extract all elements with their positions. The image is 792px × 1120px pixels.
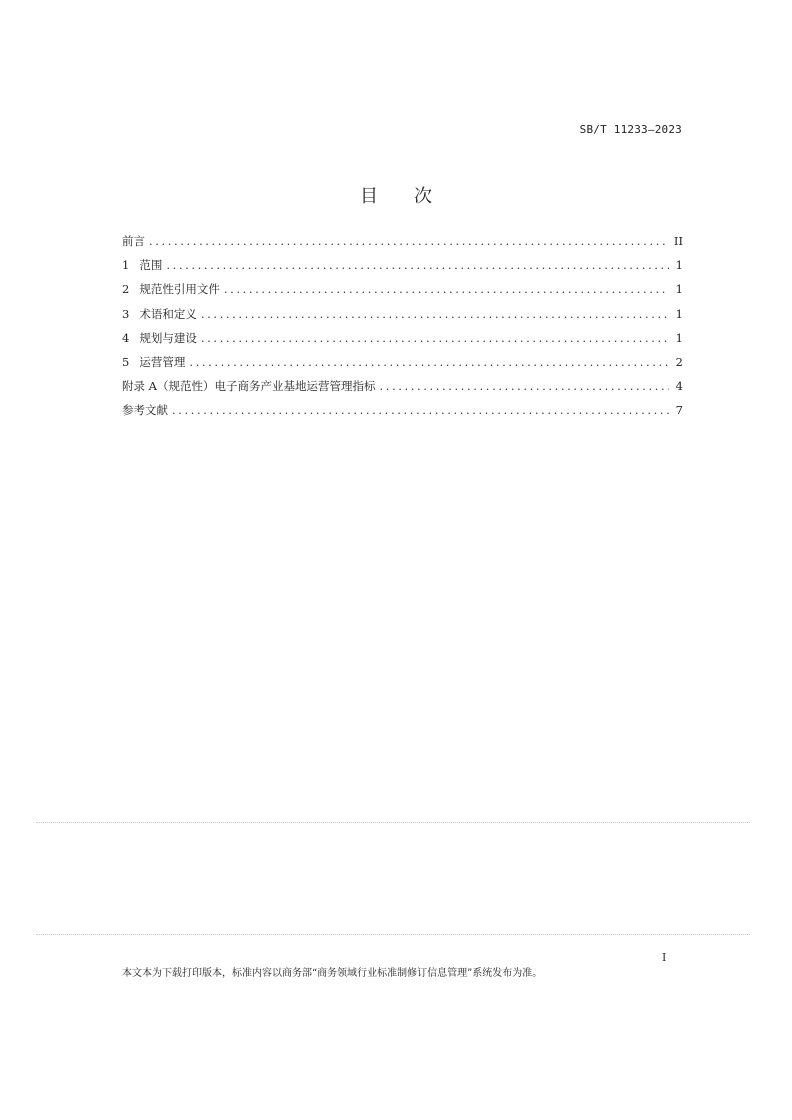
toc-entry-planning-construction[interactable] <box>122 330 683 354</box>
toc-leader-dots <box>166 258 669 272</box>
title-char-2: 次 <box>414 186 432 207</box>
toc-entry-label: 规范性引用文件 <box>139 282 220 297</box>
toc-entry-normative-references[interactable] <box>122 281 683 305</box>
toc-entry-label: 运营管理 <box>139 354 186 369</box>
toc-entry-number: 1 <box>122 258 130 273</box>
toc-entry-label: 规划与建设 <box>139 330 197 345</box>
toc-entry-annex-a[interactable] <box>122 378 683 402</box>
toc-entry-operation-management[interactable] <box>122 354 683 378</box>
toc-entry-scope[interactable] <box>122 257 683 281</box>
title-char-1: 目 <box>360 186 378 207</box>
toc-entry-label: 范围 <box>139 258 163 273</box>
footer-note: 本文本为下载打印版本，标准内容以商务部“商务领域行业标准制修订信息管理”系统发布为准。 <box>122 968 543 979</box>
toc-entry-page: 4 <box>675 379 683 394</box>
page-divider-upper <box>36 822 750 823</box>
toc-entry-page: 1 <box>675 282 683 297</box>
toc-entry-number: 5 <box>122 354 130 369</box>
toc-leader-dots <box>224 282 669 296</box>
toc-leader-dots <box>189 355 669 369</box>
table-of-contents <box>122 233 683 427</box>
toc-entry-bibliography[interactable] <box>122 402 683 426</box>
toc-entry-page: II <box>673 234 683 248</box>
page-title <box>0 182 792 208</box>
toc-entry-page: 1 <box>675 306 683 321</box>
toc-entry-foreword[interactable] <box>122 233 683 257</box>
toc-entry-terms-definitions[interactable] <box>122 306 683 330</box>
toc-entry-number: 4 <box>122 330 130 345</box>
toc-entry-page: 1 <box>675 330 683 345</box>
toc-entry-label: 前言 <box>122 234 145 248</box>
page-divider-lower <box>36 934 750 935</box>
toc-entry-page: 2 <box>675 354 683 369</box>
toc-entry-number: 3 <box>122 306 130 321</box>
toc-entry-page: 7 <box>675 403 683 418</box>
toc-entry-label: 附录 A（规范性）电子商务产业基地运营管理指标 <box>122 379 376 394</box>
toc-entry-page: 1 <box>675 258 683 273</box>
toc-leader-dots <box>172 403 669 417</box>
toc-leader-dots <box>149 234 669 248</box>
standard-code: SB/T 11233—2023 <box>579 123 682 136</box>
toc-entry-label: 参考文献 <box>122 403 168 418</box>
toc-entry-label: 术语和定义 <box>139 306 197 321</box>
toc-leader-dots <box>201 307 669 321</box>
page-number: I <box>662 951 667 964</box>
toc-leader-dots <box>379 379 669 393</box>
toc-leader-dots <box>201 331 669 345</box>
toc-entry-number: 2 <box>122 282 130 297</box>
